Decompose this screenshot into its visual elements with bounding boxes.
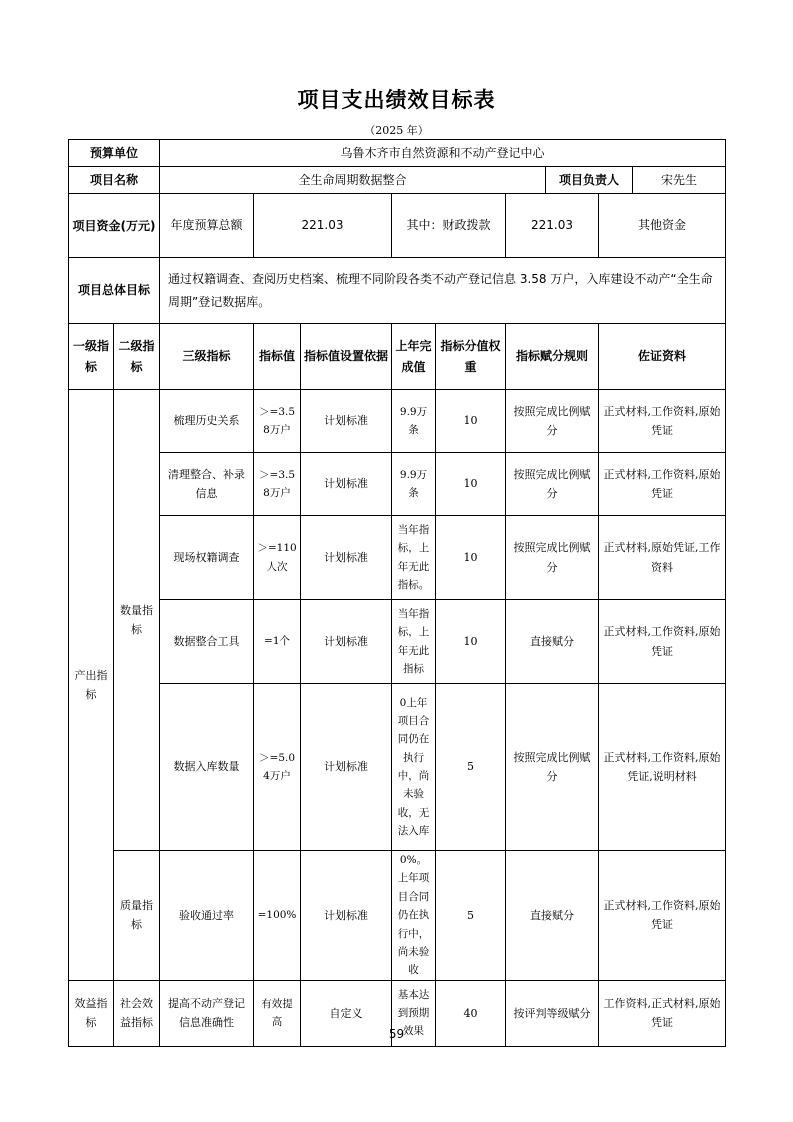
table-row	[69, 600, 726, 684]
indicator-weight: 10	[436, 516, 506, 600]
table-row	[69, 851, 726, 981]
indicator-rule: 按照完成比例赋分	[506, 453, 599, 516]
indicator-rule: 直接赋分	[506, 600, 599, 684]
indicator-weight: 10	[436, 453, 506, 516]
indicator-last-year: 9.9万条	[392, 390, 436, 453]
indicator-weight: 5	[436, 684, 506, 851]
indicator-name: 数据入库数量	[160, 684, 254, 851]
indicator-value: 有效提高	[254, 980, 301, 1046]
page-number: 59	[388, 1027, 405, 1041]
indicator-evidence: 正式材料,工作资料,原始凭证	[599, 600, 726, 684]
indicator-last-year: 当年指标，上年无此指标。	[392, 516, 436, 600]
group-quality: 质量指标	[114, 851, 160, 981]
indicator-value: ＞=110人次	[254, 516, 301, 600]
header-rule: 指标赋分规则	[506, 324, 599, 390]
unit-value: 乌鲁木齐市自然资源和不动产登记中心	[160, 140, 726, 167]
indicator-weight: 10	[436, 600, 506, 684]
indicator-evidence: 正式材料,工作资料,原始凭证	[599, 453, 726, 516]
project-name-value: 全生命周期数据整合	[160, 167, 546, 194]
indicator-last-year: 0%。上年项目合同仍在执行中，尚未验收	[392, 851, 436, 981]
header-value: 指标值	[254, 324, 301, 390]
indicator-name: 现场权籍调查	[160, 516, 254, 600]
annual-budget-label: 年度预算总额	[160, 194, 254, 258]
indicator-evidence: 正式材料,工作资料,原始凭证	[599, 390, 726, 453]
indicator-basis: 计划标准	[301, 684, 392, 851]
indicator-evidence: 正式材料,原始凭证,工作资料	[599, 516, 726, 600]
indicator-basis: 自定义	[301, 980, 392, 1046]
indicator-last-year: 9.9万条	[392, 453, 436, 516]
indicator-name: 数据整合工具	[160, 600, 254, 684]
document-title: 项目支出绩效目标表	[297, 88, 496, 112]
indicator-name: 提高不动产登记信息准确性	[160, 980, 254, 1046]
indicator-rule: 按照完成比例赋分	[506, 684, 599, 851]
project-name-label: 项目名称	[69, 167, 160, 194]
indicator-basis: 计划标准	[301, 600, 392, 684]
indicator-basis: 计划标准	[301, 851, 392, 981]
indicator-rule: 按照完成比例赋分	[506, 516, 599, 600]
indicator-name: 梳理历史关系	[160, 390, 254, 453]
goal-label: 项目总体目标	[69, 258, 160, 324]
indicator-name: 验收通过率	[160, 851, 254, 981]
goal-text: 通过权籍调查、查阅历史档案、梳理不同阶段各类不动产登记信息 3.58 万户，入库建设不动产“全生命周期”登记数据库。	[160, 258, 726, 324]
header-last-year: 上年完成值	[392, 324, 436, 390]
header-weight: 指标分值权重	[436, 324, 506, 390]
indicator-weight: 5	[436, 851, 506, 981]
annual-budget-value: 221.03	[254, 194, 392, 258]
funds-label: 项目资金(万元)	[69, 194, 160, 258]
indicator-rule: 直接赋分	[506, 851, 599, 981]
indicator-weight: 40	[436, 980, 506, 1046]
indicator-rule: 按评判等级赋分	[506, 980, 599, 1046]
indicator-value: =100%	[254, 851, 301, 981]
indicator-last-year: 基本达到预期效果	[392, 980, 436, 1046]
owner-value: 宋先生	[633, 167, 726, 194]
group-social: 社会效益指标	[114, 980, 160, 1046]
indicator-last-year: 0上年项目合同仍在执行中，尚未验收，无法入库	[392, 684, 436, 851]
document-year: （2025 年）	[364, 124, 429, 137]
indicator-evidence: 工作资料,正式材料,原始凭证	[599, 980, 726, 1046]
group-output: 产出指标	[69, 390, 114, 981]
indicator-value: =1个	[254, 600, 301, 684]
owner-label: 项目负责人	[546, 167, 633, 194]
indicator-value: ＞=3.58万户	[254, 453, 301, 516]
other-funds-label: 其他资金	[599, 194, 726, 258]
indicator-basis: 计划标准	[301, 453, 392, 516]
fiscal-label: 其中：财政拨款	[392, 194, 506, 258]
indicator-name: 清理整合、补录信息	[160, 453, 254, 516]
group-benefit: 效益指标	[69, 980, 114, 1046]
table-row	[69, 516, 726, 600]
indicator-value: ＞=3.58万户	[254, 390, 301, 453]
unit-label: 预算单位	[69, 140, 160, 167]
table-row	[69, 684, 726, 851]
header-level1: 一级指标	[69, 324, 114, 390]
indicator-evidence: 正式材料,工作资料,原始凭证,说明材料	[599, 684, 726, 851]
header-basis: 指标值设置依据	[301, 324, 392, 390]
indicator-value: ＞=5.04万户	[254, 684, 301, 851]
header-evidence: 佐证资料	[599, 324, 726, 390]
indicator-last-year: 当年指标，上年无此指标	[392, 600, 436, 684]
header-level3: 三级指标	[160, 324, 254, 390]
indicator-basis: 计划标准	[301, 390, 392, 453]
indicator-evidence: 正式材料,工作资料,原始凭证	[599, 851, 726, 981]
table-row	[69, 453, 726, 516]
performance-table	[68, 139, 726, 1047]
indicator-rule: 按照完成比例赋分	[506, 390, 599, 453]
indicator-basis: 计划标准	[301, 516, 392, 600]
group-quantity: 数量指标	[114, 390, 160, 851]
header-level2: 二级指标	[114, 324, 160, 390]
table-row	[69, 390, 726, 453]
fiscal-value: 221.03	[506, 194, 599, 258]
indicator-weight: 10	[436, 390, 506, 453]
